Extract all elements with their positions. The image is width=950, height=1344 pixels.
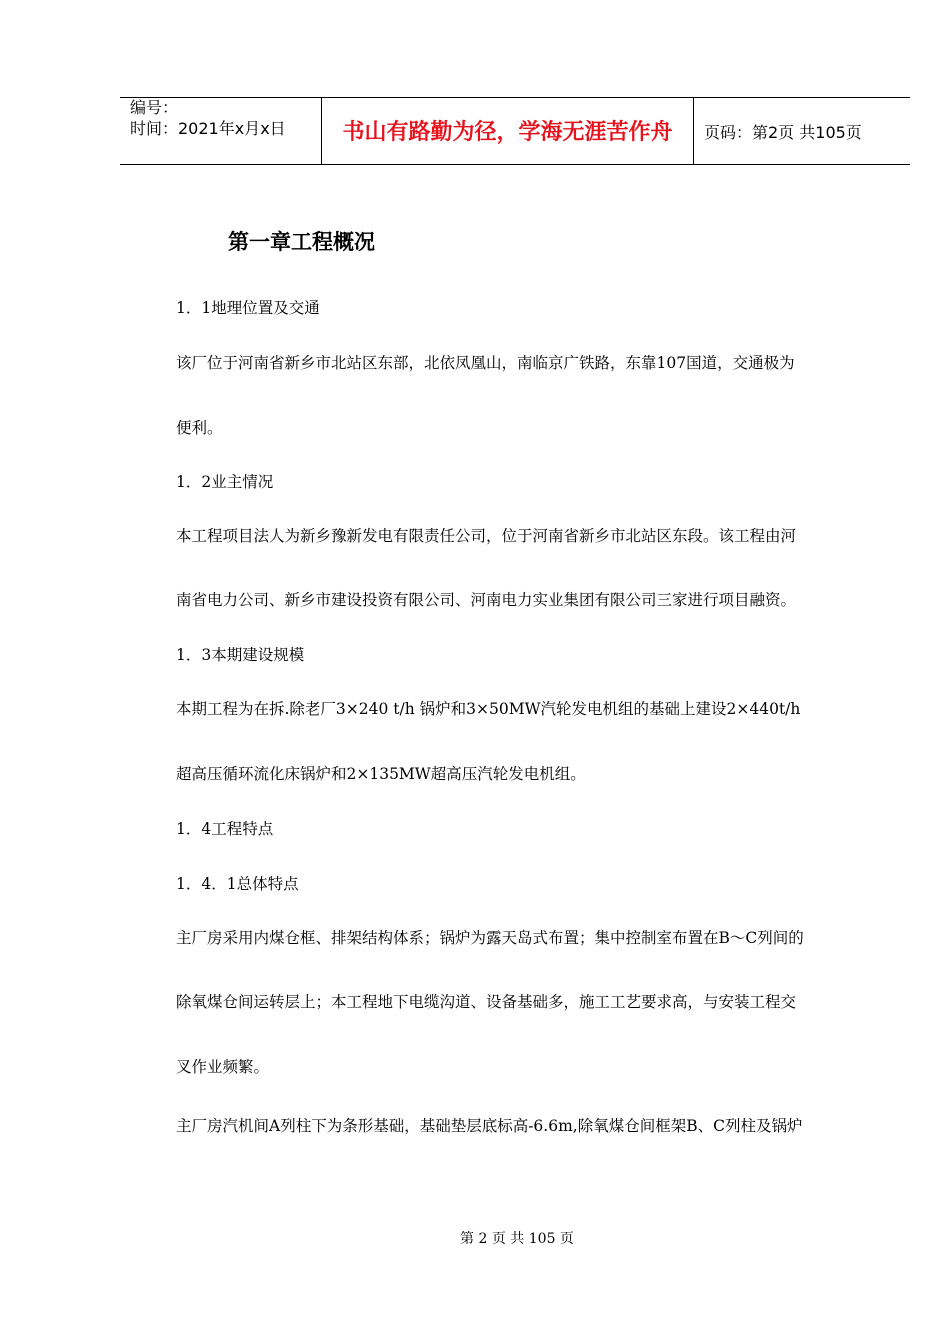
paragraph-line: 南省电力公司、新乡市建设投资有限公司、河南电力实业集团有限公司三家进行项目融资。 (176, 591, 797, 609)
header-left-cell (120, 98, 321, 164)
paragraph-line: 本工程项目法人为新乡豫新发电有限责任公司，位于河南省新乡市北站区东段。该工程由河 (176, 527, 797, 545)
subsection-heading: 1．4．1总体特点 (176, 875, 299, 893)
paragraph-line: 叉作业频繁。 (176, 1058, 270, 1076)
section-heading: 1．1地理位置及交通 (176, 299, 320, 317)
time-label: 时间：2021年x月x日 (130, 119, 286, 138)
section-heading: 1．2业主情况 (176, 473, 274, 491)
paragraph-line: 主厂房汽机间A列柱下为条形基础，基础垫层底标高-6.6m,除氧煤仓间框架B、C列柱及锅炉 (176, 1117, 803, 1135)
chapter-title: 第一章工程概况 (228, 230, 375, 254)
paragraph-line: 主厂房采用内煤仓框、排架结构体系；锅炉为露天岛式布置；集中控制室布置在B～C列间的 (176, 929, 804, 947)
header-middle-cell (321, 98, 694, 164)
paragraph-line: 超高压循环流化床锅炉和2×135MW超高压汽轮发电机组。 (176, 765, 586, 783)
header-page-info: 页码：第2页 共105页 (704, 123, 862, 142)
paragraph-line: 该厂位于河南省新乡市北站区东部，北依凤凰山，南临京广铁路，东靠107国道，交通极为 (176, 354, 795, 372)
footer-page-number: 第 2 页 共 105 页 (460, 1231, 574, 1247)
header-table (120, 97, 910, 165)
section-heading: 1．3本期建设规模 (176, 646, 305, 664)
paragraph-line: 便利。 (176, 419, 223, 437)
header-right-cell (694, 98, 910, 164)
paragraph-line: 本期工程为在拆.除老厂3×240 t/h 锅炉和3×50MW汽轮发电机组的基础上建设2×440t/h (176, 700, 801, 718)
motto-text: 书山有路勤为径，学海无涯苦作舟 (342, 120, 673, 145)
section-heading: 1．4工程特点 (176, 820, 274, 838)
serial-number-label: 编号： (130, 98, 179, 117)
paragraph-line: 除氧煤仓间运转层上；本工程地下电缆沟道、设备基础多，施工工艺要求高，与安装工程交 (176, 993, 797, 1011)
